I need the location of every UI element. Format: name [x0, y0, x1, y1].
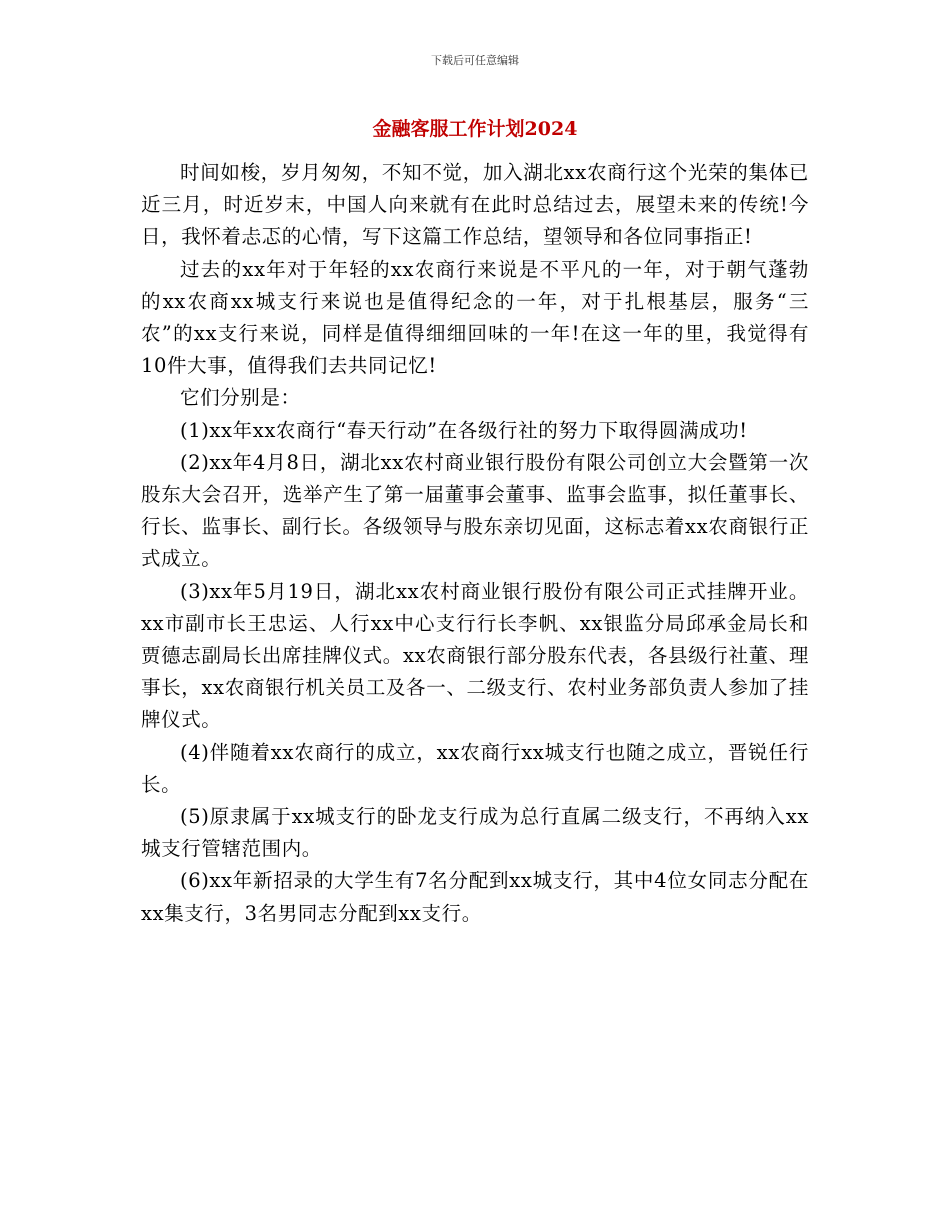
paragraph-intro: 时间如梭，岁月匆匆，不知不觉，加入湖北xx农商行这个光荣的集体已近三月，时近岁末，中国人向来就有在此时总结过去，展望未来的传统!今日，我怀着忐忑的心情，写下这篇工作总结，望领导和各位同事指正!	[141, 161, 809, 249]
paragraph-item-4: (4)伴随着xx农商行的成立，xx农商行xx城支行也随之成立，晋锐任行长。	[141, 740, 809, 796]
header-note: 下载后可任意编辑	[431, 54, 519, 67]
paragraph-past-year: 过去的xx年对于年轻的xx农商行来说是不平凡的一年，对于朝气蓬勃的xx农商xx城支行来说也是值得纪念的一年，对于扎根基层，服务“三农”的xx支行来说，同样是值得细细回味的一年!在这一年的里，我觉得有10件大事，值得我们去共同记忆!	[141, 257, 809, 378]
document-body	[141, 157, 809, 930]
paragraph-item-3: (3)xx年5月19日，湖北xx农村商业银行股份有限公司正式挂牌开业。xx市副市长王忠运、人行xx中心支行行长李帆、xx银监分局邱承金局长和贾德志副局长出席挂牌仪式。xx农商银行部分股东代表，各县级行社董、理事长，xx农商银行机关员工及各一、二级支行、农村业务部负责人参加了挂牌仪式。	[141, 579, 809, 732]
paragraph-item-5: (5)原隶属于xx城支行的卧龙支行成为总行直属二级支行，不再纳入xx城支行管辖范围内。	[141, 805, 809, 861]
paragraph-item-6: (6)xx年新招录的大学生有7名分配到xx城支行，其中4位女同志分配在xx集支行，3名男同志分配到xx支行。	[141, 869, 809, 925]
paragraph-item-2: (2)xx年4月8日，湖北xx农村商业银行股份有限公司创立大会暨第一次股东大会召开，选举产生了第一届董事会董事、监事会监事，拟任董事长、行长、监事长、副行长。各级领导与股东亲切见面，这标志着xx农商银行正式成立。	[141, 450, 809, 571]
document-title: 金融客服工作计划2024	[372, 118, 578, 140]
paragraph-list-intro: 它们分别是：	[180, 386, 301, 410]
paragraph-item-1: (1)xx年xx农商行“春天行动”在各级行社的努力下取得圆满成功!	[180, 418, 748, 442]
